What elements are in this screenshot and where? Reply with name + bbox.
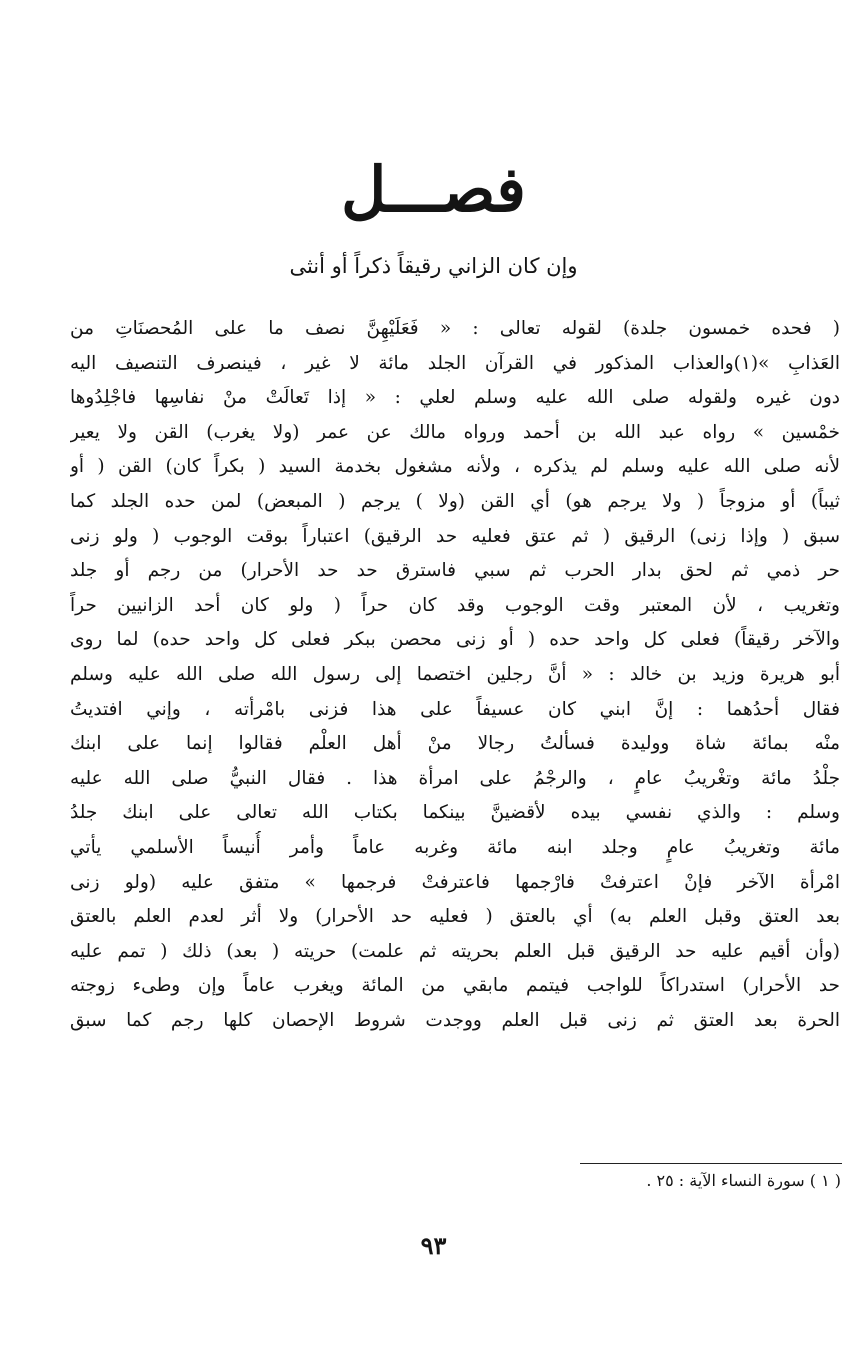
text-line: امْرأة الآخر فإنْ اعترفتْ فارْجمها فاعترفتْ فرجمها » متفق عليه (ولو زنى: [70, 871, 840, 893]
text-line: ( فحده خمسون جلدة) لقوله تعالى : « فَعَلَيْهِنَّ نصف ما على المُحصنَاتِ من: [70, 318, 840, 339]
text-line: وسلم : والذي نفسي بيده لأقضينَّ بينكما بكتاب الله تعالى على ابنك جلدُ: [70, 802, 840, 824]
text-line: بعد العتق وقبل العلم به) أي بالعتق ( فعليه حد الأحرار) ولا أثر لعدم العلم بالعتق: [70, 906, 840, 928]
footnote: ( ١ ) سورة النساء الآية : ٢٥ .: [646, 1171, 841, 1190]
text-line: جلْدُ مائة وتغْريبُ عامٍ ، والرجْمُ على امرأة هذا . فقال النبيُّ صلى الله عليه: [70, 767, 840, 789]
text-line: خمْسين » رواه عبد الله بن أحمد ورواه مالك عن عمر (ولا يغرب) القن ولا يعير: [70, 421, 840, 443]
chapter-title: فصـــل: [341, 153, 526, 226]
text-line: حر ذمي ثم لحق بدار الحرب ثم سبي فاسترق حد حد الأحرار) من رجم أو جلد: [70, 560, 840, 582]
text-line: سبق ( وإذا زنى) الرقيق ( ثم عتق فعليه حد الرقيق) اعتباراً بوقت الوجوب ( ولو زنى: [70, 525, 840, 547]
footnote-divider: [580, 1163, 842, 1164]
text-line: والآخر رقيقاً) فعلى كل واحد حده ( أو زنى محصن ببكر فعلى كل واحد حده) لما روى: [70, 629, 840, 651]
section-subtitle: وإن كان الزاني رقيقاً ذكراً أو أنثى: [289, 254, 578, 278]
text-line: فقال أحدُهما : إنَّ ابني كان عسيفاً على هذا فزنى بامْرأته ، وإني افتديتُ: [70, 698, 840, 720]
text-line: العَذابِ »(١)والعذاب المذكور في القرآن الجلد مائة لا غير ، فينصرف التنصيف اليه: [70, 352, 840, 374]
text-line: منْه بمائة شاة ووليدة فسألتُ رجالا منْ أهل العلْم فقالوا إنما على ابنك: [70, 733, 840, 755]
text-line: وتغريب ، لأن المعتبر وقت الوجوب وقد كان حراً ( ولو كان أحد الزانيين حراً: [70, 594, 840, 616]
text-line: ثيباً) أو مزوجاً ( ولا يرجم هو) أي القن (ولا ) يرجم ( المبعض) لمن حده الجلد كما: [70, 490, 840, 512]
text-line: لأنه صلى الله عليه وسلم لم يذكره ، ولأنه مشغول بخدمة السيد ( بكراً كان) القن ( أو: [70, 456, 840, 478]
text-line: حد الأحرار) استدراكاً للواجب فيتمم مابقي من المائة ويغرب عاماً وإن وطىء زوجته: [70, 975, 840, 997]
text-line: أبو هريرة وزيد بن خالد : « أنَّ رجلين اختصما إلى رسول الله صلى الله عليه وسلم: [70, 663, 840, 685]
text-line: (وأن أقيم عليه حد الرقيق قبل العلم بحريته ثم علمت) حريته ( بعد) ذلك ( تمم عليه: [70, 940, 840, 962]
text-line: الحرة بعد العتق ثم زنى قبل العلم ووجدت شروط الإحصان كلها رجم كما سبق: [70, 1009, 840, 1031]
page-number: ٩٣: [420, 1231, 447, 1260]
text-line: مائة وتغريبُ عامٍ وجلد ابنه مائة وغربه عاماً وأمر أُنيساً الأسلمي يأتي: [70, 836, 840, 858]
text-line: دون غيره ولقوله صلى الله عليه وسلم لعلي : « إذا تَعالَتْ منْ نفاسِها فاجْلِدُوها: [70, 387, 840, 409]
body-text: [70, 312, 840, 1038]
